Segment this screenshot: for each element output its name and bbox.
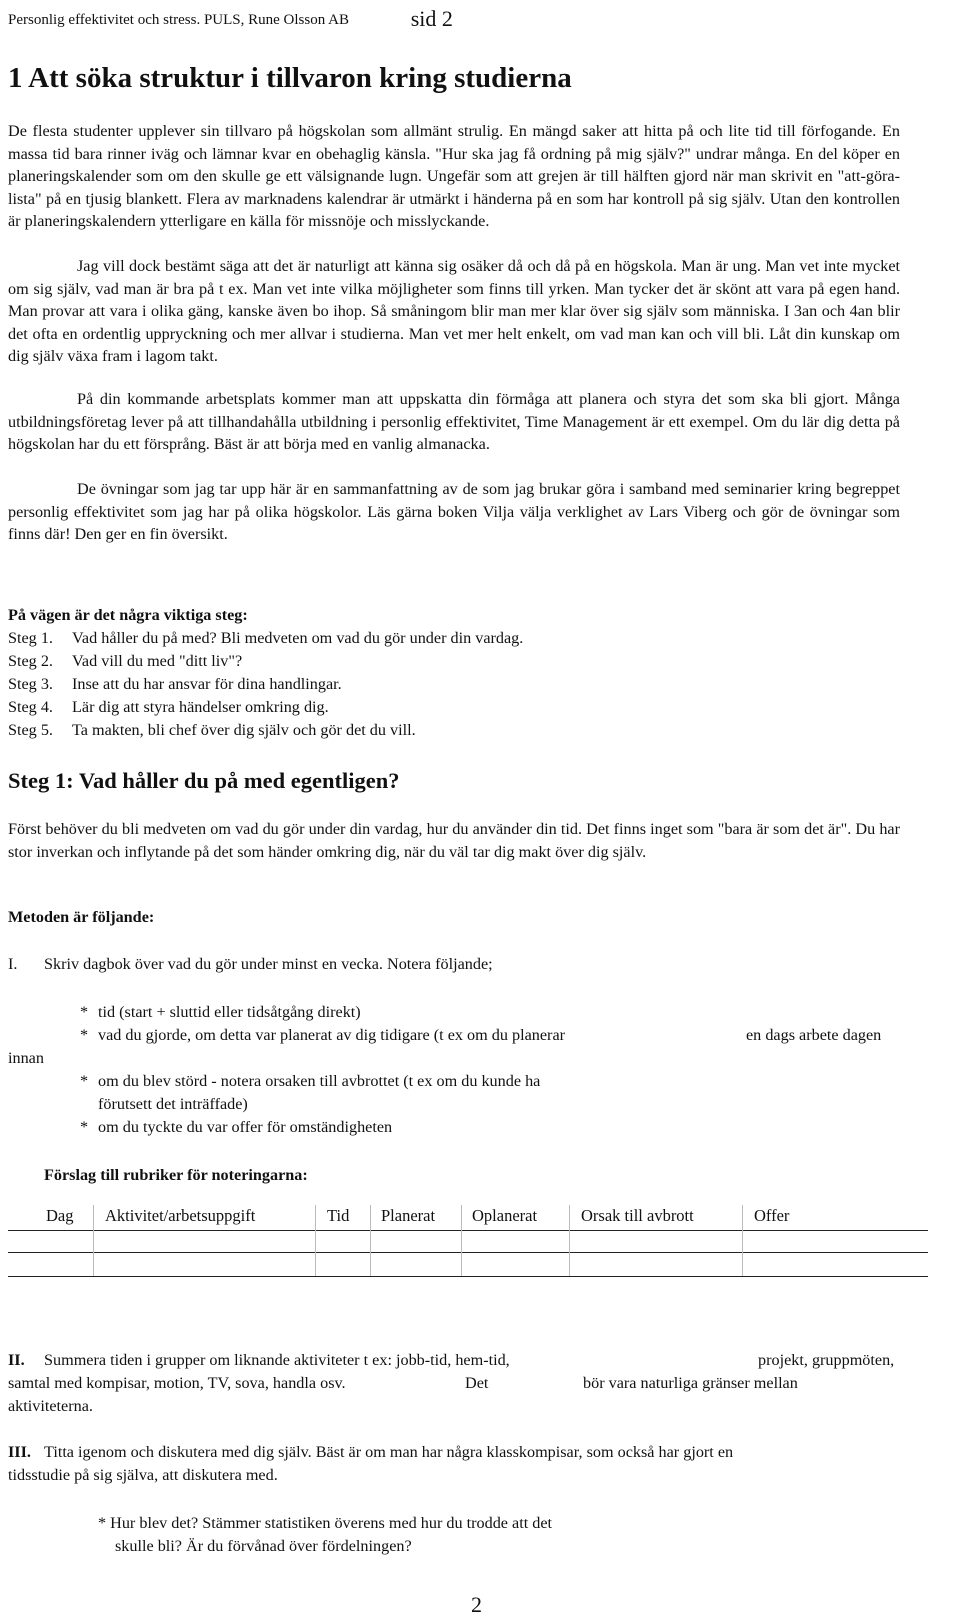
note-bullet-wrap: innan	[8, 1049, 44, 1067]
table-divider	[370, 1205, 371, 1276]
chapter-title: 1 Att söka struktur i tillvaron kring studierna	[8, 62, 572, 94]
page-number: 2	[471, 1592, 482, 1617]
step-item: Steg 4. Lär dig att styra händelser omkring dig.	[8, 698, 329, 716]
steps-heading: På vägen är det några viktiga steg:	[8, 606, 248, 624]
method-item-2-text: samtal med kompisar, motion, TV, sova, handla osv.	[8, 1374, 346, 1392]
step-item: Steg 2. Vad vill du med "ditt liv"?	[8, 652, 243, 670]
method-item-2: II. Summera tiden i grupper om liknande aktiviteter t ex: jobb-tid, hem-tid,	[8, 1351, 510, 1369]
table-column-header: Oplanerat	[472, 1206, 538, 1225]
note-bullet-continuation: en dags arbete dagen	[746, 1026, 882, 1044]
method-item-2-text: projekt, gruppmöten,	[758, 1351, 895, 1369]
note-bullet-continuation: förutsett det inträffade)	[98, 1095, 248, 1113]
table-column-header: Planerat	[381, 1206, 436, 1225]
page-header	[8, 4, 453, 30]
table-column-header: Tid	[327, 1206, 350, 1225]
method-heading: Metoden är följande:	[8, 908, 155, 926]
table-rule	[8, 1230, 928, 1231]
section-paragraph: Först behöver du bli medveten om vad du gör under din vardag, hur du använder din tid. Det finns inget som "bara är som det är". Du har stor inverkan och inflytande på det som händer omkring dig, när du väl tar dig makt över dig själv.	[8, 820, 900, 861]
note-bullet: * om du tyckte du var offer för omständigheten	[80, 1118, 393, 1136]
table-divider	[315, 1205, 316, 1276]
method-item-2-text: aktiviteterna.	[8, 1397, 93, 1415]
method-item-2-text: Det	[465, 1374, 489, 1392]
table-column-header: Offer	[754, 1206, 790, 1225]
reflection-question: * Hur blev det? Stämmer statistiken överens med hur du trodde att det	[98, 1514, 553, 1532]
method-item-3-text: tidsstudie på sig själva, att diskutera med.	[8, 1466, 278, 1484]
table-column-header: Orsak till avbrott	[581, 1206, 694, 1225]
method-item-2-text: bör vara naturliga gränser mellan	[583, 1374, 798, 1392]
table-divider	[93, 1205, 94, 1276]
section-heading: Steg 1: Vad håller du på med egentligen?	[8, 768, 400, 793]
header-page-label: sid 2	[410, 6, 453, 31]
table-divider	[461, 1205, 462, 1276]
intro-paragraph-1: De flesta studenter upplever sin tillvaro på högskolan som allmänt strulig. En mängd saker att hitta på och lite tid till förfogande. En massa tid bara rinner iväg och lämnar kvar en obehaglig känsla. "Hur ska jag få ordning på mig själv?" undrar många. En del köper en planeringskalender som om den skulle ge ett välsignande lugn. Ungefär som att grejen är till hälften gjord när man skrivit en "att-göra-lista" på en tjusig blankett. Flera av marknadens kalendrar är utmärkt i händerna på en som har kontroll på sig själv. Utan den kontrollen är planeringskalendern ytterligare en källa för missnöje och misslyckande.	[8, 122, 900, 230]
intro-paragraph-2: Jag vill dock bestämt säga att det är naturligt att känna sig osäker då och då på en högskola. Man är ung. Man vet inte mycket om sig själv, vad man är bra på t ex. Man vet inte vilka möjligheter som finns till yrken. Man tycker det är skönt att vara på egen hand. Man provar att vara i olika gäng, kanske även bo ihop. Så småningom blir man mer klar över sig själv som människa. I 3an och 4an blir det ofta en ordentlig uppryckning och mer allvar i studierna. Man vet mer helt enkelt, om vad man kan och vill bli. Låt din kunskap om dig själv växa fram i lagom takt.	[8, 257, 900, 365]
table-divider	[742, 1205, 743, 1276]
note-bullet: * vad du gjorde, om detta var planerat av dig tidigare (t ex om du planerar	[80, 1026, 566, 1044]
table-divider	[569, 1205, 570, 1276]
step-item: Steg 1. Vad håller du på med? Bli medveten om vad du gör under din vardag.	[8, 629, 524, 647]
table-rule	[8, 1252, 928, 1253]
table-rule	[8, 1276, 928, 1277]
note-bullet: * tid (start + sluttid eller tidsåtgång direkt)	[80, 1003, 361, 1021]
intro-paragraph-4: De övningar som jag tar upp här är en sammanfattning av de som jag brukar göra i samband med seminarier kring begreppet personlig effektivitet som jag har på olika högskolor. Läs gärna boken Vilja välja verklighet av Lars Viberg och gör de övningar som finns där! Den ger en fin översikt.	[8, 480, 900, 543]
table-heading: Förslag till rubriker för noteringarna:	[44, 1166, 308, 1184]
method-item-3: III. Titta igenom och diskutera med dig själv. Bäst är om man har några klasskompisar, som också har gjort en	[8, 1443, 734, 1461]
header-source: Personlig effektivitet och stress. PULS, Rune Olsson AB	[8, 12, 349, 28]
note-bullet: * om du blev störd - notera orsaken till avbrottet (t ex om du kunde ha	[80, 1072, 541, 1090]
table-column-header: Dag	[46, 1206, 74, 1225]
table-column-header: Aktivitet/arbetsuppgift	[105, 1206, 256, 1225]
intro-paragraph-3: På din kommande arbetsplats kommer man att uppskatta din förmåga att planera och styra det som ska bli gjort. Många utbildningsföretag lever på att tillhandahålla utbildning i personlig effektivitet, Time Management är ett exempel. Om du lär dig detta på högskolan har du ett försprång. Bäst är att börja med en vanlig almanacka.	[8, 390, 900, 453]
step-item: Steg 5. Ta makten, bli chef över dig själv och gör det du vill.	[8, 721, 416, 739]
step-item: Steg 3. Inse att du har ansvar för dina handlingar.	[8, 675, 342, 693]
reflection-question: skulle bli? Är du förvånad över fördelningen?	[115, 1537, 412, 1555]
method-item-1: I. Skriv dagbok över vad du gör under minst en vecka. Notera följande;	[8, 955, 493, 973]
